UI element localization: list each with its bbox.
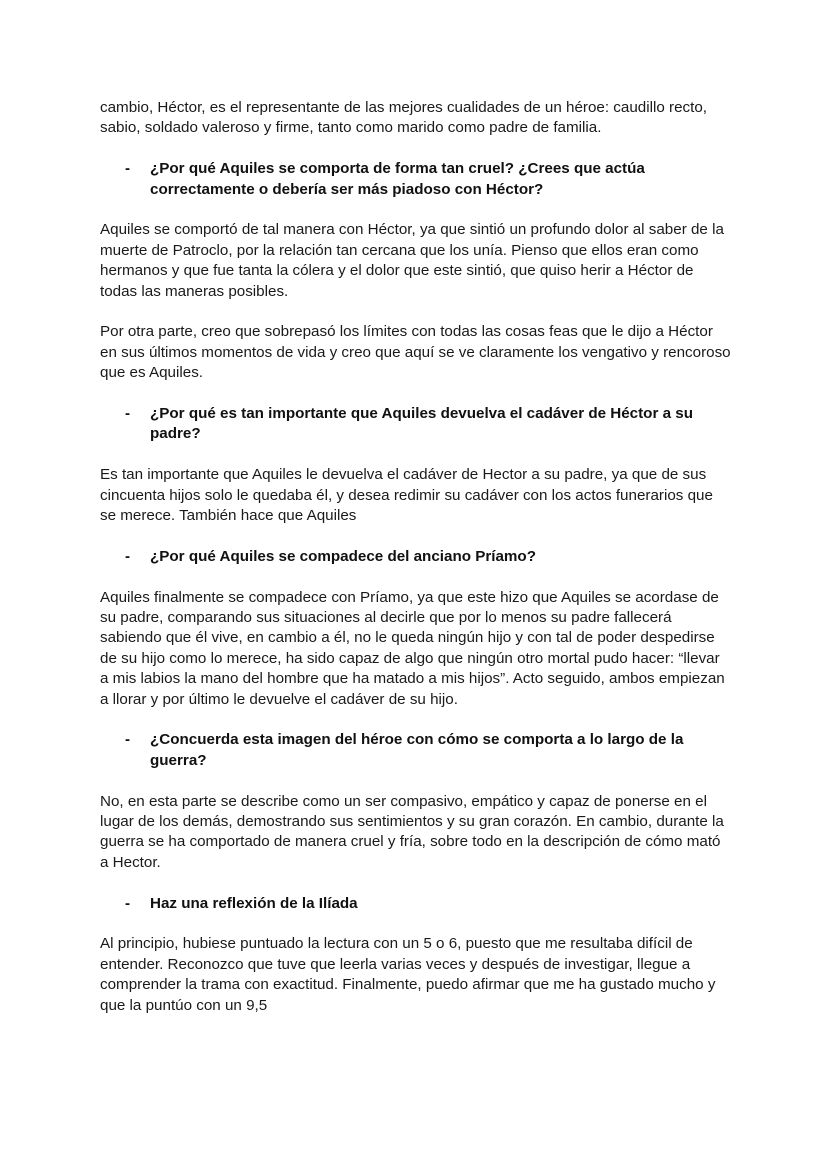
question-2 <box>100 404 732 445</box>
bullet-dash: - <box>125 405 131 423</box>
question-1 <box>100 159 732 200</box>
bullet-dash: - <box>125 160 131 178</box>
question-3 <box>100 547 732 567</box>
question-text: ¿Por qué Aquiles se comporta de forma tan cruel? ¿Crees que actúa correctamente o debería ser más piadoso con Héctor? <box>150 160 645 198</box>
question-text: Haz una reflexión de la Ilíada <box>150 894 358 912</box>
question-text: ¿Concuerda esta imagen del héroe con cómo se comporta a lo largo de la guerra? <box>150 731 684 769</box>
question-5 <box>100 894 732 914</box>
bullet-dash: - <box>125 731 131 749</box>
answer-paragraph: Por otra parte, creo que sobrepasó los límites con todas las cosas feas que le dijo a Héctor en sus últimos momentos de vida y creo que aquí se ve claramente los vengativo y rencoroso que es Aquiles. <box>100 323 731 382</box>
answer-paragraph: No, en esta parte se describe como un ser compasivo, empático y capaz de ponerse en el lugar de los demás, demostrando sus sentimientos y su gran corazón. En cambio, durante la guerra se ha comportado de manera cruel y fría, sobre todo en la descripción de cómo mató a Hector. <box>100 792 724 871</box>
document-page <box>100 98 732 1037</box>
question-4 <box>100 730 732 771</box>
answer-paragraph: Al principio, hubiese puntuado la lectura con un 5 o 6, puesto que me resultaba difícil de entender. Reconozco que tuve que leerla varias veces y después de investigar, llegue a comprender la trama con exactitud. Finalmente, puedo afirmar que me ha gustado mucho y que la puntúo con un 9,5 <box>100 935 716 1014</box>
answer-paragraph: Es tan importante que Aquiles le devuelva el cadáver de Hector a su padre, ya que de sus cincuenta hijos solo le quedaba él, y desea redimir su cadáver con los actos funerarios que se merece. También hace que Aquiles <box>100 466 713 525</box>
question-text: ¿Por qué Aquiles se compadece del anciano Príamo? <box>150 547 536 565</box>
bullet-dash: - <box>125 894 131 912</box>
answer-paragraph: Aquiles se comportó de tal manera con Héctor, ya que sintió un profundo dolor al saber de la muerte de Patroclo, por la relación tan cercana que los unía. Pienso que ellos eran como hermanos y que fue tanta la cólera y el dolor que este sintió, que quiso herir a Héctor de todas las maneras posibles. <box>100 221 724 300</box>
question-text: ¿Por qué es tan importante que Aquiles devuelva el cadáver de Héctor a su padre? <box>150 405 693 443</box>
intro-paragraph: cambio, Héctor, es el representante de las mejores cualidades de un héroe: caudillo recto, sabio, soldado valeroso y firme, tanto como marido como padre de familia. <box>100 99 708 137</box>
answer-paragraph: Aquiles finalmente se compadece con Príamo, ya que este hizo que Aquiles se acordase de su padre, comparando sus situaciones al decirle que por lo menos su padre fallecerá sabiendo que él vive, en cambio a él, no le queda ningún hijo y con tal de poder despedirse de su hijo como lo merece, ha sido capaz de algo que ningún otro mortal pudo hacer: “llevar a mis labios la mano del hombre que ha matado a mis hijos”. Acto seguido, ambos empiezan a llorar y por último le devuelve el cadáver de su hijo. <box>100 588 725 708</box>
bullet-dash: - <box>125 547 131 565</box>
